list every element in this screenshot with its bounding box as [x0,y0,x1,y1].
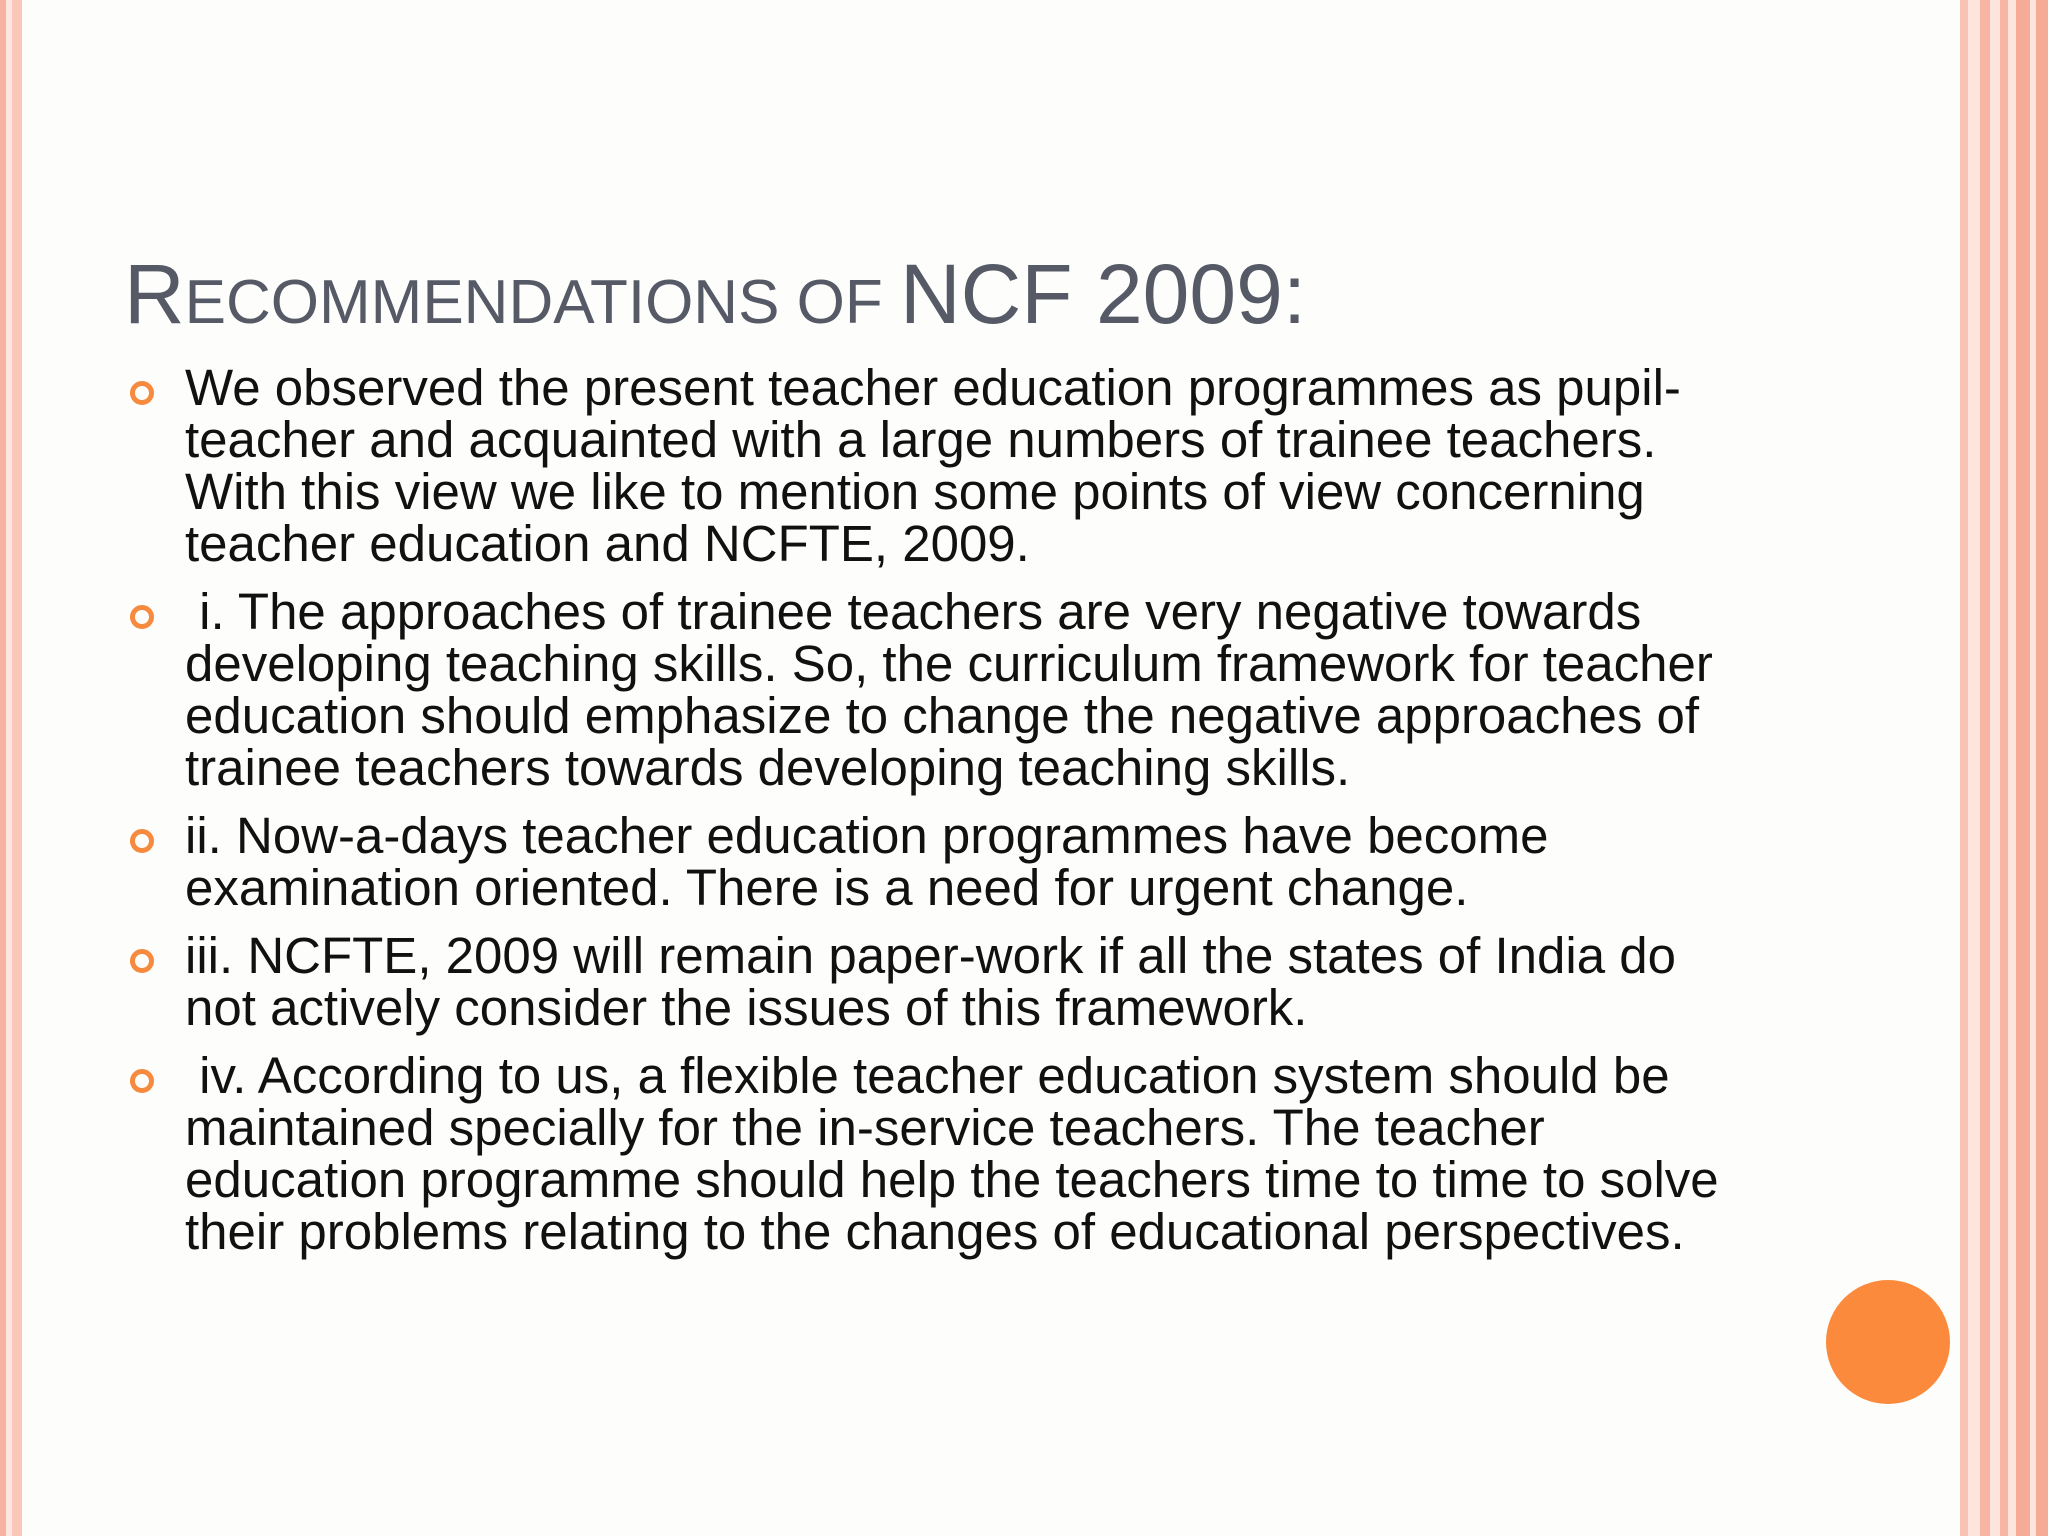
bullet-text: i. The approaches of trainee teachers are very negative towards developing teaching skills. So, the curriculum framework for teacher education should emphasize to change the negative approaches of trainee teachers towards developing teaching skills. [185,583,1728,796]
title-part-smallcaps: ECOMMENDATIONS OF [184,268,900,337]
bullet-item [130,927,1750,1036]
bullet-item [130,1047,1750,1260]
title-part-initial: R [124,247,185,341]
hollow-circle-bullet-icon [130,829,154,853]
bullet-text: iv. According to us, a flexible teacher education system should be maintained specially for the in-service teachers. The teacher education programme should help the teachers time to time to solve their problems relating to the changes of educational perspectives. [185,1047,1733,1260]
slide-title [124,244,1306,353]
hollow-circle-bullet-icon [130,949,154,973]
right-decorative-border [1960,0,2048,1536]
hollow-circle-bullet-icon [130,1069,154,1093]
bullet-text: We observed the present teacher education programmes as pupil-teacher and acquainted with a large numbers of trainee teachers. With this view we like to mention some points of view concerning teacher education and NCFTE, 2009. [185,359,1681,572]
bullet-text: iii. NCFTE, 2009 will remain paper-work if all the states of India do not actively consider the issues of this framework. [185,927,1676,1036]
hollow-circle-bullet-icon [130,605,154,629]
bullet-item [130,583,1750,796]
bullet-list [130,359,1750,1274]
bullet-item [130,359,1750,572]
bullet-item [130,807,1750,916]
orange-circle-decoration [1826,1280,1950,1404]
left-decorative-border [0,0,22,1536]
title-part-ncf: NCF 2009: [899,247,1307,341]
bullet-text: ii. Now-a-days teacher education programmes have become examination oriented. There is a need for urgent change. [185,807,1549,916]
hollow-circle-bullet-icon [130,381,154,405]
